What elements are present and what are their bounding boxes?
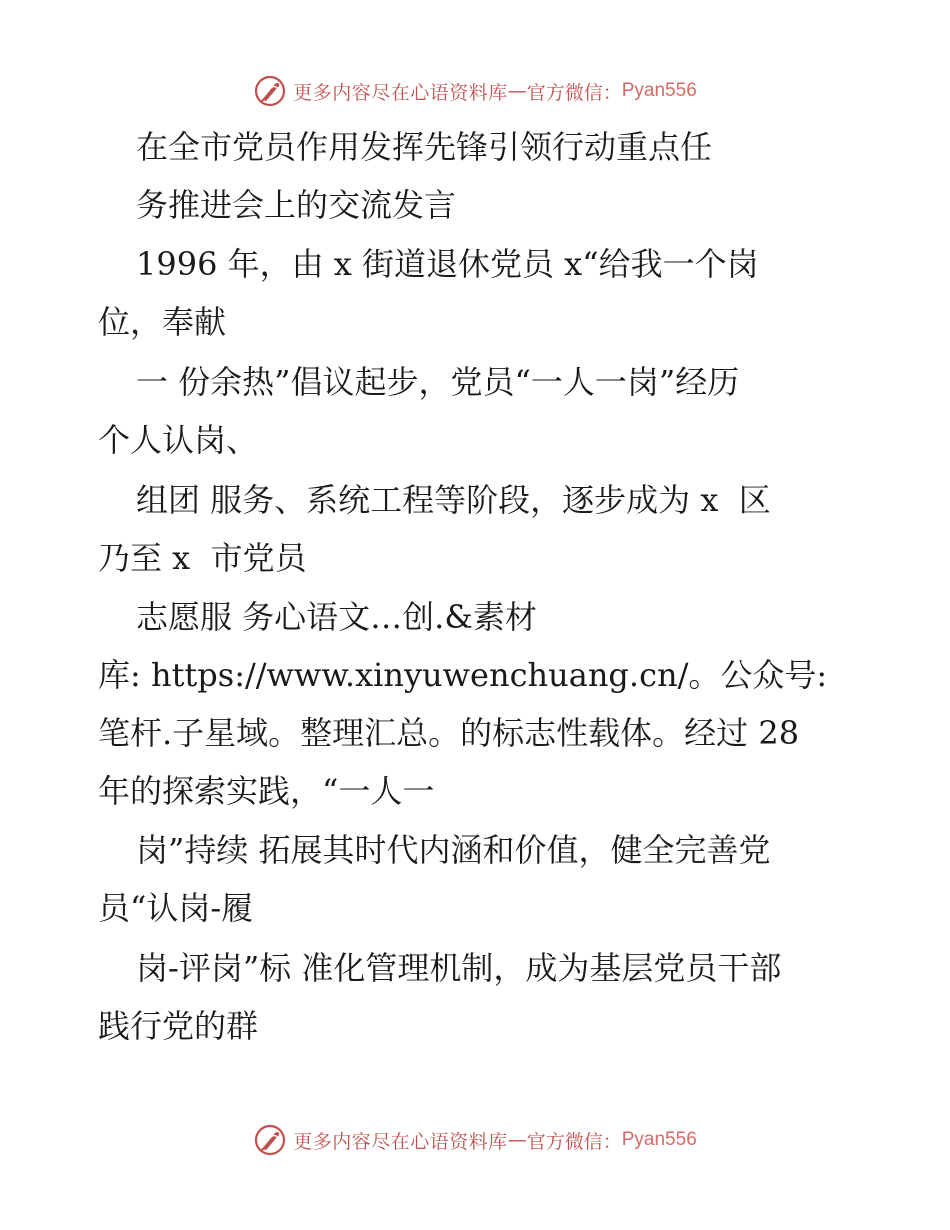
doc-line: 个人认岗、 [98,421,259,459]
footer-watermark-banner [0,1122,950,1158]
banner-wechat-label: 官方微信： [526,1130,622,1153]
quill-pen-logo-icon [253,74,287,108]
doc-line: 1996 年，由 x 街道退休党员 x“给我一个岗 [136,245,759,283]
doc-line: 库: https://www.xinyuwenchuang.cn/。公众号: [98,656,828,694]
banner-wechat-id: Pyan556 [621,1129,697,1150]
banner-wechat-id: Pyan556 [621,80,697,101]
doc-line: 岗”持续 拓展其时代内涵和价值，健全完善党 [136,831,771,869]
doc-line: 乃至 x 市党员 [98,539,307,577]
doc-line: 一 份余热”倡议起步，党员“一人一岗”经历 [136,363,740,401]
header-watermark-banner [0,73,950,109]
banner-wechat-label: 官方微信： [526,81,622,104]
doc-line: 笔杆.子星域。整理汇总。的标志性载体。经过 28 [98,714,800,752]
banner-dash: — [507,80,527,102]
doc-line: 年的探索实践，“一人一 [98,772,435,810]
banner-dash: — [507,1129,527,1151]
banner-text: 更多内容尽在心语资料库 [293,1130,508,1153]
doc-line: 岗-评岗”标 准化管理机制，成为基层党员干部 [136,949,782,987]
banner-text: 更多内容尽在心语资料库 [293,81,508,104]
doc-line: 位，奉献 [98,303,227,341]
doc-line: 组团 服务、系统工程等阶段，逐步成为 x 区 [136,481,771,519]
quill-pen-logo-icon [253,1123,287,1157]
doc-line: 志愿服 务心语文…创.&素材 [136,598,537,636]
doc-title-line-2: 务推进会上的交流发言 [136,186,457,224]
doc-line: 践行党的群 [98,1007,259,1045]
doc-title-line-1: 在全市党员作用发挥先锋引领行动重点任 [136,128,713,166]
doc-line: 员“认岗-履 [98,889,254,927]
